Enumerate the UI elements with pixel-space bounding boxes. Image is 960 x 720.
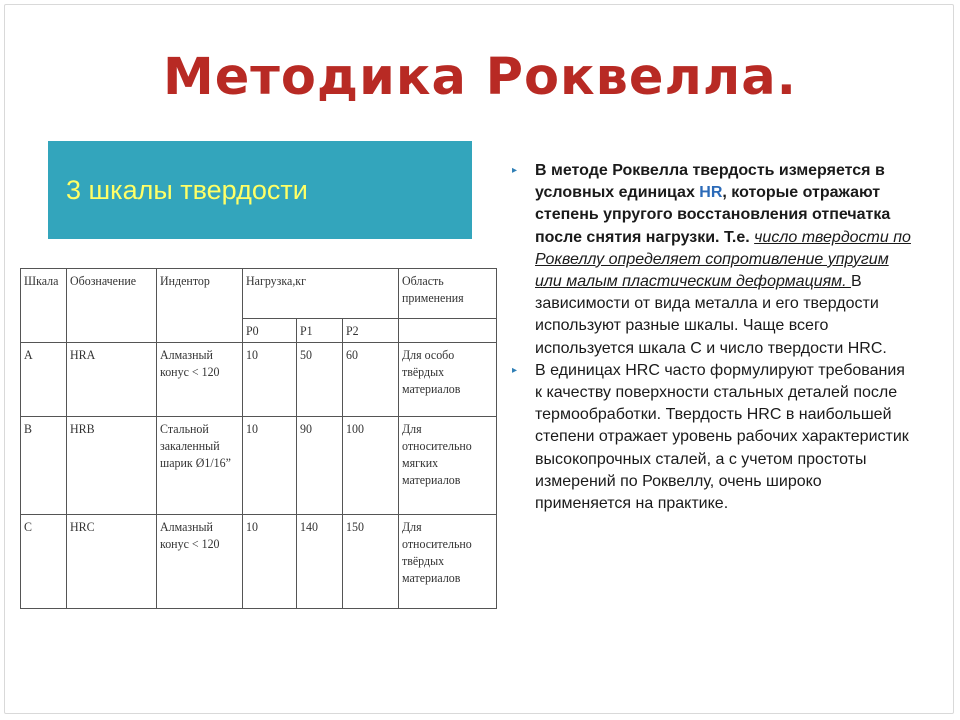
cell-p1: 140 <box>297 515 343 609</box>
subtitle-text: 3 шкалы твердости <box>66 174 308 205</box>
slide-title: Методика Роквелла. <box>162 48 798 107</box>
bullet-item <box>512 160 912 360</box>
header-p1: Р1 <box>297 319 343 343</box>
table-row <box>21 343 497 417</box>
hardness-scales-table <box>20 268 497 609</box>
cell-p2: 150 <box>343 515 399 609</box>
cell-p1: 90 <box>297 417 343 515</box>
header-p0: Р0 <box>243 319 297 343</box>
cell-scale: В <box>21 417 67 515</box>
table-row <box>21 515 497 609</box>
bullet2-text: В единицах HRC часто формулируют требования к качеству поверхности стальных деталей после термообработки. Твердость HRC в наибольшей степени отражает уровень рабочих характеристик высокопрочных сталей, а с учетом простоты измерений по Роквеллу, очень широко применяется на практике. <box>535 361 909 513</box>
cell-p0: 10 <box>243 343 297 417</box>
header-p2: Р2 <box>343 319 399 343</box>
cell-designation: НRА <box>67 343 157 417</box>
cell-scale: А <box>21 343 67 417</box>
header-area-blank <box>399 319 497 343</box>
header-designation: Обозначение <box>67 269 157 343</box>
table-row <box>21 417 497 515</box>
cell-p2: 100 <box>343 417 399 515</box>
cell-indenter: Алмазный конус < 120 <box>157 515 243 609</box>
subtitle-box <box>48 141 472 239</box>
bullet1-italic-definition: число твердости по Роквеллу определяет сопротивление упругим или малым пластическим деформациям. <box>535 228 911 291</box>
cell-area: Для особо твёрдых материалов <box>399 343 497 417</box>
cell-indenter: Стальной закаленный шарик Ø1/16” <box>157 417 243 515</box>
cell-p0: 10 <box>243 417 297 515</box>
bullet-arrow-icon: ▸ <box>512 364 518 376</box>
cell-p0: 10 <box>243 515 297 609</box>
header-load: Нагрузка,кг <box>243 269 399 319</box>
cell-indenter: Алмазный конус < 120 <box>157 343 243 417</box>
bullet-arrow-icon: ▸ <box>512 165 518 176</box>
body-text <box>512 160 912 515</box>
bullet1-bold-text-2: , которые отражают степень упругого восстановления отпечатка после снятия нагрузки. Т.е. <box>535 184 891 246</box>
hr-unit: HR <box>699 184 723 202</box>
bullet-item <box>512 360 912 515</box>
cell-designation: НRВ <box>67 417 157 515</box>
cell-p2: 60 <box>343 343 399 417</box>
header-scale: Шкала <box>21 269 67 343</box>
cell-p1: 50 <box>297 343 343 417</box>
cell-scale: С <box>21 515 67 609</box>
header-indenter: Индентор <box>157 269 243 343</box>
header-area: Область применения <box>399 269 497 319</box>
cell-area: Для относительно твёрдых материалов <box>399 515 497 609</box>
cell-area: Для относительно мягких материалов <box>399 417 497 515</box>
cell-designation: НRC <box>67 515 157 609</box>
bullet1-bold-text: В методе Роквелла твердость измеряется в условных единицах <box>535 162 885 202</box>
bullet1-tail-text: В зависимости от вида металла и его твердости используют разные шкалы. Чаще всего используется шкала С и число твердости HRC. <box>535 273 887 357</box>
